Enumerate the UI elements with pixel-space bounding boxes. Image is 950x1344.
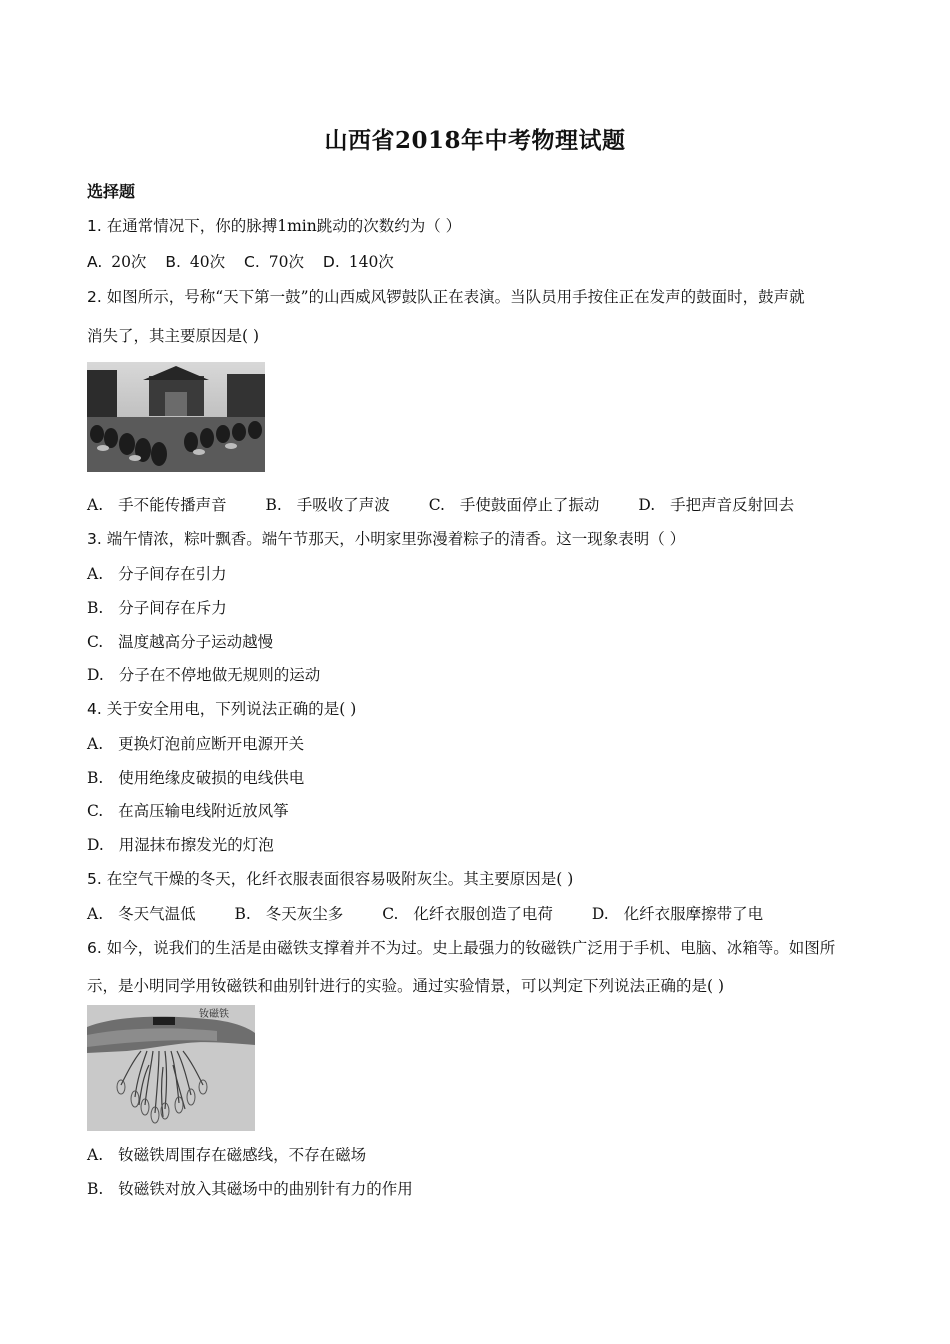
question-text: 如今，说我们的生活是由磁铁支撑着并不为过。史上最强力的钕磁铁广泛用于手机、电脑、冰箱等。如图所 (106, 939, 836, 957)
option-text: 140次 (348, 253, 394, 271)
option-letter: C. (87, 633, 104, 651)
option-text: 钕磁铁周围存在磁感线，不存在磁场 (118, 1146, 367, 1164)
option-text: 化纤衣服摩擦带了电 (623, 905, 764, 923)
question-1-options (87, 250, 394, 272)
question-6 (87, 936, 835, 958)
question-number: 4. (87, 700, 102, 718)
question-text: 如图所示，号称“天下第一鼓”的山西威风锣鼓队正在表演。当队员用手按住正在发声的鼓面时，鼓声就 (106, 288, 805, 306)
option-letter: A. (87, 565, 104, 583)
question-4-option-c (87, 799, 289, 821)
option-text: 70次 (268, 253, 304, 271)
option-letter: A. (87, 905, 104, 923)
question-number: 5. (87, 870, 102, 888)
question-3-option-a (87, 562, 227, 584)
option-text: 手不能传播声音 (118, 496, 227, 514)
option-letter: B. (265, 496, 282, 514)
question-2 (87, 285, 805, 307)
question-4-option-b (87, 766, 304, 788)
question-5 (87, 867, 573, 889)
question-3 (87, 527, 685, 549)
option-text: 40次 (189, 253, 226, 271)
section-heading: 选择题 (87, 182, 136, 201)
option-letter: C. (382, 905, 399, 923)
option-text: 冬天灰尘多 (265, 905, 344, 923)
option-letter: B. (87, 1180, 104, 1198)
option-letter: A. (87, 496, 104, 514)
option-letter: D. (591, 905, 609, 923)
option-letter: B. (87, 769, 104, 787)
question-3-option-d (87, 663, 320, 685)
option-text: 温度越高分子运动越慢 (118, 633, 274, 651)
question-number: 6. (87, 939, 102, 957)
question-text: 在空气干燥的冬天，化纤衣服表面很容易吸附灰尘。其主要原因是( ) (106, 870, 574, 888)
option-letter: C. (87, 802, 104, 820)
question-6-option-a (87, 1143, 366, 1165)
magnet-label: 钕磁铁 (199, 1009, 229, 1020)
option-letter: A. (87, 1146, 104, 1164)
question-4-option-d (87, 833, 274, 855)
question-text: 示，是小明同学用钕磁铁和曲别针进行的实验。通过实验情景，可以判定下列说法正确的是( ) (87, 977, 725, 995)
question-4 (87, 697, 356, 719)
option-text: 20次 (111, 253, 147, 271)
option-letter: B. (87, 599, 104, 617)
question-number: 3. (87, 530, 102, 548)
option-letter: D. (87, 836, 104, 854)
option-letter: B. (234, 905, 251, 923)
option-text: 用湿抹布擦发光的灯泡 (118, 836, 274, 854)
question-6-cont (87, 974, 724, 996)
option-letter: C. (428, 496, 445, 514)
option-text: 手吸收了声波 (296, 496, 390, 514)
question-text: 消失了，其主要原因是( ) (87, 327, 260, 345)
question-1 (87, 214, 461, 236)
option-letter: B. (165, 253, 181, 271)
option-letter: A. (87, 735, 104, 753)
drum-performance-photo (87, 362, 265, 472)
option-text: 化纤衣服创造了电荷 (413, 905, 553, 923)
option-letter: C. (244, 253, 260, 271)
option-text: 分子间存在斥力 (118, 599, 227, 617)
option-text: 分子在不停地做无规则的运动 (118, 666, 321, 684)
option-text: 在高压输电线附近放风筝 (118, 802, 289, 820)
option-text: 手把声音反射回去 (670, 496, 795, 514)
option-letter: D. (638, 496, 656, 514)
question-5-options (87, 902, 763, 924)
option-text: 更换灯泡前应断开电源开关 (118, 735, 305, 753)
question-4-option-a (87, 732, 304, 754)
option-text: 使用绝缘皮破损的电线供电 (118, 769, 305, 787)
magnet-experiment-photo (87, 1005, 255, 1131)
question-3-option-c (87, 630, 273, 652)
question-text: 端午情浓，粽叶飘香。端午节那天，小明家里弥漫着粽子的清香。这一现象表明（ ） (106, 530, 686, 548)
option-letter: A. (87, 253, 103, 271)
option-letter: D. (87, 666, 104, 684)
question-3-option-b (87, 596, 227, 618)
question-2-options (87, 493, 794, 515)
question-number: 1. (87, 217, 102, 235)
question-2-cont (87, 324, 259, 346)
page-title: 山西省2018年中考物理试题 (324, 127, 626, 154)
question-number: 2. (87, 288, 102, 306)
option-text: 分子间存在引力 (118, 565, 227, 583)
question-text: 在通常情况下，你的脉搏1min跳动的次数约为（ ） (106, 217, 462, 235)
option-text: 手使鼓面停止了振动 (459, 496, 600, 514)
option-text: 冬天气温低 (118, 905, 196, 923)
option-letter: D. (322, 253, 340, 271)
question-6-option-b (87, 1177, 413, 1199)
question-text: 关于安全用电，下列说法正确的是( ) (106, 700, 357, 718)
option-text: 钕磁铁对放入其磁场中的曲别针有力的作用 (118, 1180, 413, 1198)
